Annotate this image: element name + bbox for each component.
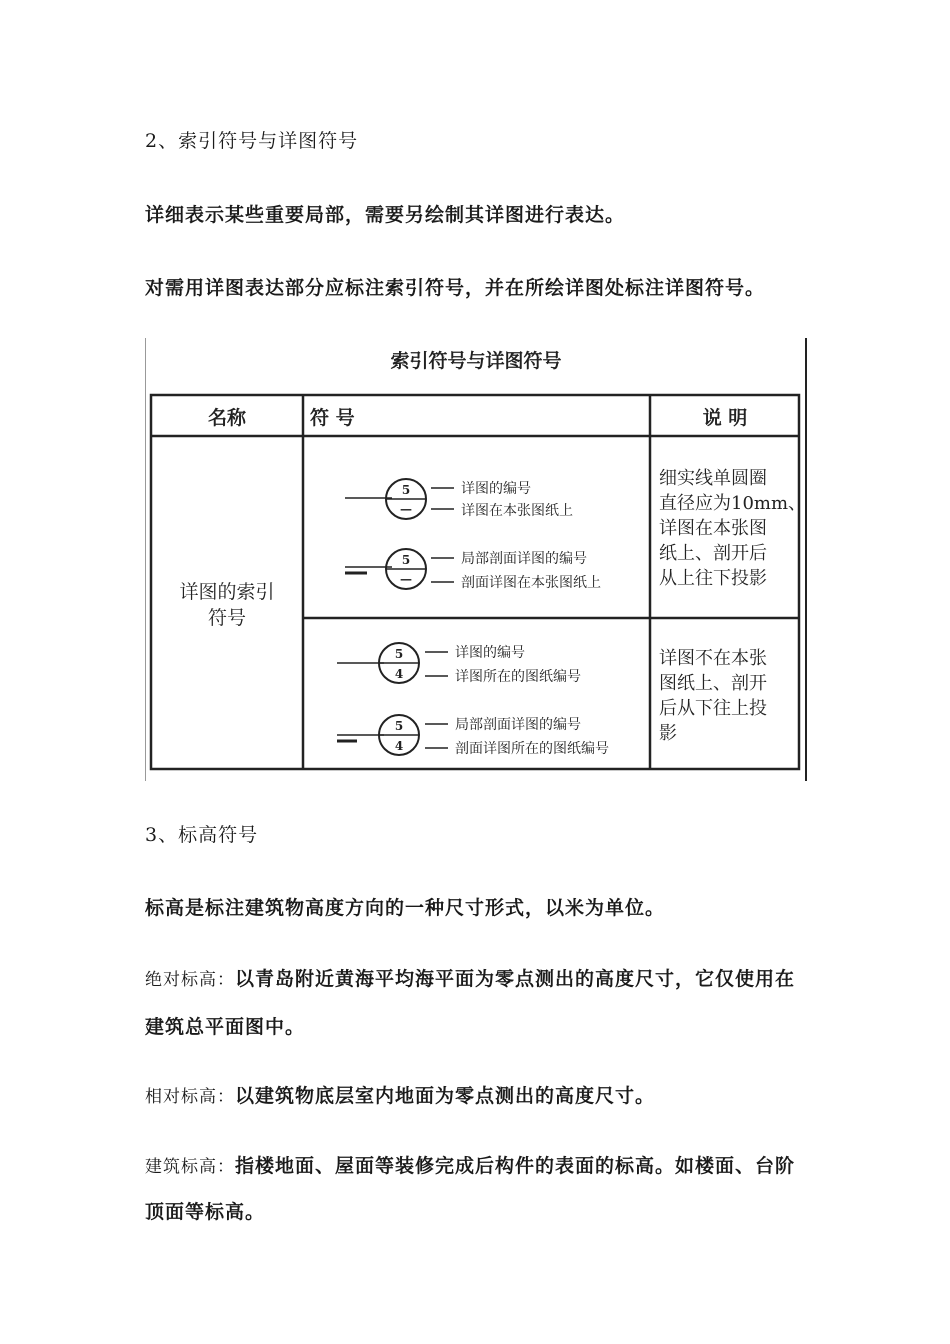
section-2-paragraph-2: 对需用详图表达部分应标注索引符号，并在所绘详图处标注详图符号。 (145, 277, 766, 299)
index-symbol-section-other-sheet (337, 715, 609, 757)
row-name-line-1: 详图的索引 (179, 581, 275, 603)
section-2-heading: 2、索引符号与详图符号 (145, 130, 359, 152)
symbol-detail-number: 5 (401, 553, 411, 567)
row-1-desc-line: 详图在本张图 (659, 518, 767, 539)
header-description: 说 明 (702, 407, 748, 429)
annotation-section-detail-number: 局部剖面详图的编号 (455, 717, 581, 733)
annotation-sheet-number: 详图所在的图纸编号 (455, 669, 581, 685)
annotation-section-same-sheet: 剖面详图在本张图纸上 (461, 575, 601, 591)
row-name-line-2: 符号 (207, 607, 247, 629)
annotation-detail-number: 详图的编号 (455, 645, 525, 661)
absolute-elevation-paragraph (145, 964, 795, 991)
relative-elevation-text: 以建筑物底层室内地面为零点测出的高度尺寸。 (235, 1085, 656, 1107)
absolute-elevation-text: 以青岛附近黄海平均海平面为零点测出的高度尺寸，它仅使用在 (235, 968, 796, 990)
index-symbol-figure (145, 338, 808, 781)
index-symbol-section-local (345, 549, 601, 591)
section-3-intro: 标高是标注建筑物高度方向的一种尺寸形式，以米为单位。 (145, 897, 666, 919)
row-1-desc-line: 直径应为10mm、 (659, 493, 807, 514)
index-symbol-local (345, 479, 573, 519)
row-1-desc-line: 纸上、剖开后 (659, 543, 767, 564)
figure-title: 索引符号与详图符号 (390, 350, 562, 372)
building-elevation-text: 指楼地面、屋面等装修完成后构件的表面的标高。如楼面、台阶 (235, 1155, 796, 1177)
annotation-same-sheet: 详图在本张图纸上 (461, 503, 573, 519)
absolute-elevation-label: 绝对标高： (145, 970, 235, 990)
annotation-detail-number: 详图的编号 (461, 481, 531, 497)
symbol-detail-number: 5 (394, 647, 404, 661)
row-2-desc-line: 详图不在本张 (659, 648, 767, 669)
annotation-section-detail-number: 局部剖面详图的编号 (461, 551, 587, 567)
building-elevation-text-cont: 顶面等标高。 (145, 1201, 266, 1223)
absolute-elevation-text-cont: 建筑总平面图中。 (145, 1016, 306, 1038)
symbol-sheet-number: 4 (394, 739, 404, 753)
symbol-detail-number: 5 (401, 483, 411, 497)
section-3-heading: 3、标高符号 (145, 824, 259, 846)
row-1-desc-line: 细实线单圆圈 (659, 468, 767, 489)
symbol-sheet-number: — (400, 572, 412, 586)
row-1-desc-line: 从上往下投影 (659, 568, 767, 589)
relative-elevation-paragraph (145, 1081, 655, 1108)
building-elevation-paragraph (145, 1151, 795, 1178)
row-2-desc-line: 影 (659, 723, 677, 744)
index-symbol-table (145, 338, 808, 781)
building-elevation-label: 建筑标高： (145, 1157, 235, 1177)
index-symbol-other-sheet (337, 643, 581, 685)
header-symbol: 符 号 (310, 407, 355, 429)
symbol-detail-number: 5 (394, 719, 404, 733)
row-2-desc-line: 图纸上、剖开 (659, 673, 767, 694)
annotation-section-sheet-number: 剖面详图所在的图纸编号 (455, 741, 609, 757)
relative-elevation-label: 相对标高： (145, 1087, 235, 1107)
row-2-desc-line: 后从下往上投 (659, 698, 767, 719)
header-name: 名称 (207, 407, 247, 429)
symbol-sheet-number: — (400, 502, 412, 516)
symbol-sheet-number: 4 (394, 667, 404, 681)
section-2-paragraph-1: 详细表示某些重要局部，需要另绘制其详图进行表达。 (145, 204, 626, 226)
